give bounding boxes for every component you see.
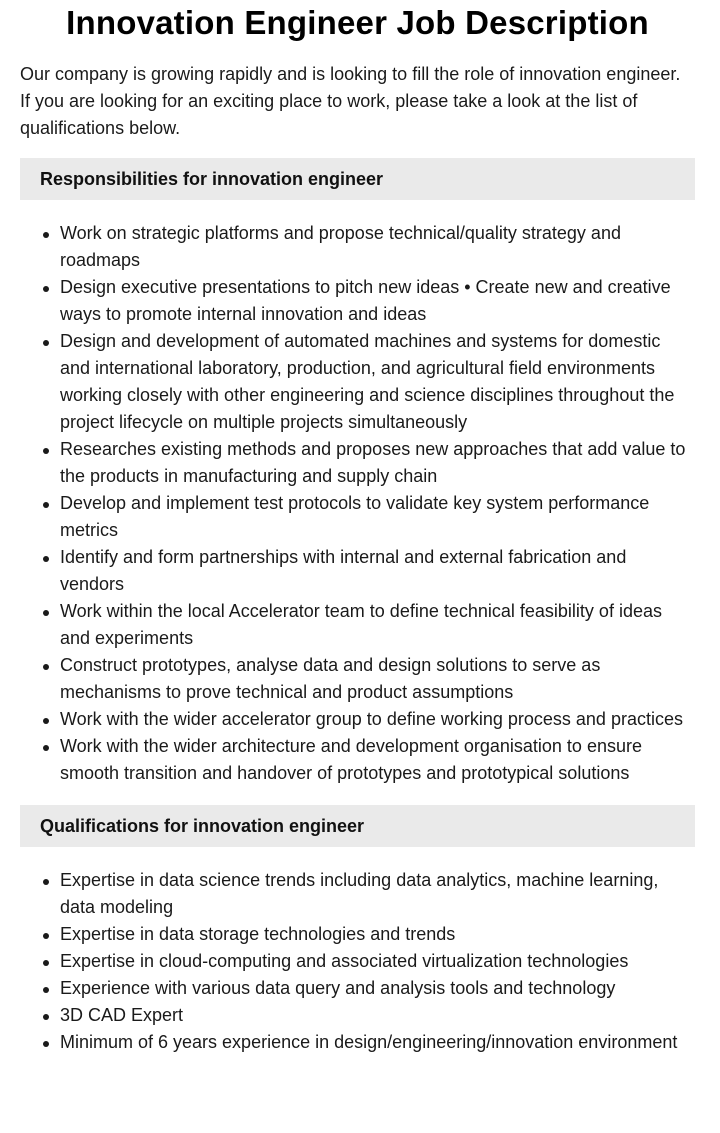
responsibility-item: Work on strategic platforms and propose technical/quality strategy and roadmaps (60, 220, 695, 274)
responsibilities-list (20, 220, 695, 787)
responsibility-item: Develop and implement test protocols to validate key system performance metrics (60, 490, 695, 544)
responsibility-item: Work within the local Accelerator team to define technical feasibility of ideas and experiments (60, 598, 695, 652)
qualification-item: Expertise in data storage technologies and trends (60, 921, 695, 948)
page-title: Innovation Engineer Job Description (66, 4, 649, 41)
qualifications-list (20, 867, 695, 1056)
qualification-item: Expertise in cloud-computing and associated virtualization technologies (60, 948, 695, 975)
qualification-item: 3D CAD Expert (60, 1002, 695, 1029)
responsibility-item: Design executive presentations to pitch new ideas • Create new and creative ways to promote internal innovation and ideas (60, 274, 695, 328)
responsibility-item: Researches existing methods and proposes new approaches that add value to the products in manufacturing and supply chain (60, 436, 695, 490)
qualification-item: Experience with various data query and analysis tools and technology (60, 975, 695, 1002)
qualifications-header: Qualifications for innovation engineer (20, 805, 695, 847)
responsibility-item: Work with the wider architecture and development organisation to ensure smooth transition and handover of prototypes and prototypical solutions (60, 733, 695, 787)
responsibilities-header: Responsibilities for innovation engineer (20, 158, 695, 200)
intro-paragraph: Our company is growing rapidly and is looking to fill the role of innovation engineer. If you are looking for an exciting place to work, please take a look at the list of qualifications below. (20, 64, 681, 138)
responsibility-item: Design and development of automated machines and systems for domestic and international laboratory, production, and agricultural field environments working closely with other engineering and science disciplines throughout the project lifecycle on multiple projects simultaneously (60, 328, 695, 436)
qualification-item: Expertise in data science trends including data analytics, machine learning, data modeling (60, 867, 695, 921)
responsibility-item: Construct prototypes, analyse data and design solutions to serve as mechanisms to prove technical and product assumptions (60, 652, 695, 706)
responsibility-item: Work with the wider accelerator group to define working process and practices (60, 706, 695, 733)
qualification-item: Minimum of 6 years experience in design/engineering/innovation environment (60, 1029, 695, 1056)
responsibility-item: Identify and form partnerships with internal and external fabrication and vendors (60, 544, 695, 598)
